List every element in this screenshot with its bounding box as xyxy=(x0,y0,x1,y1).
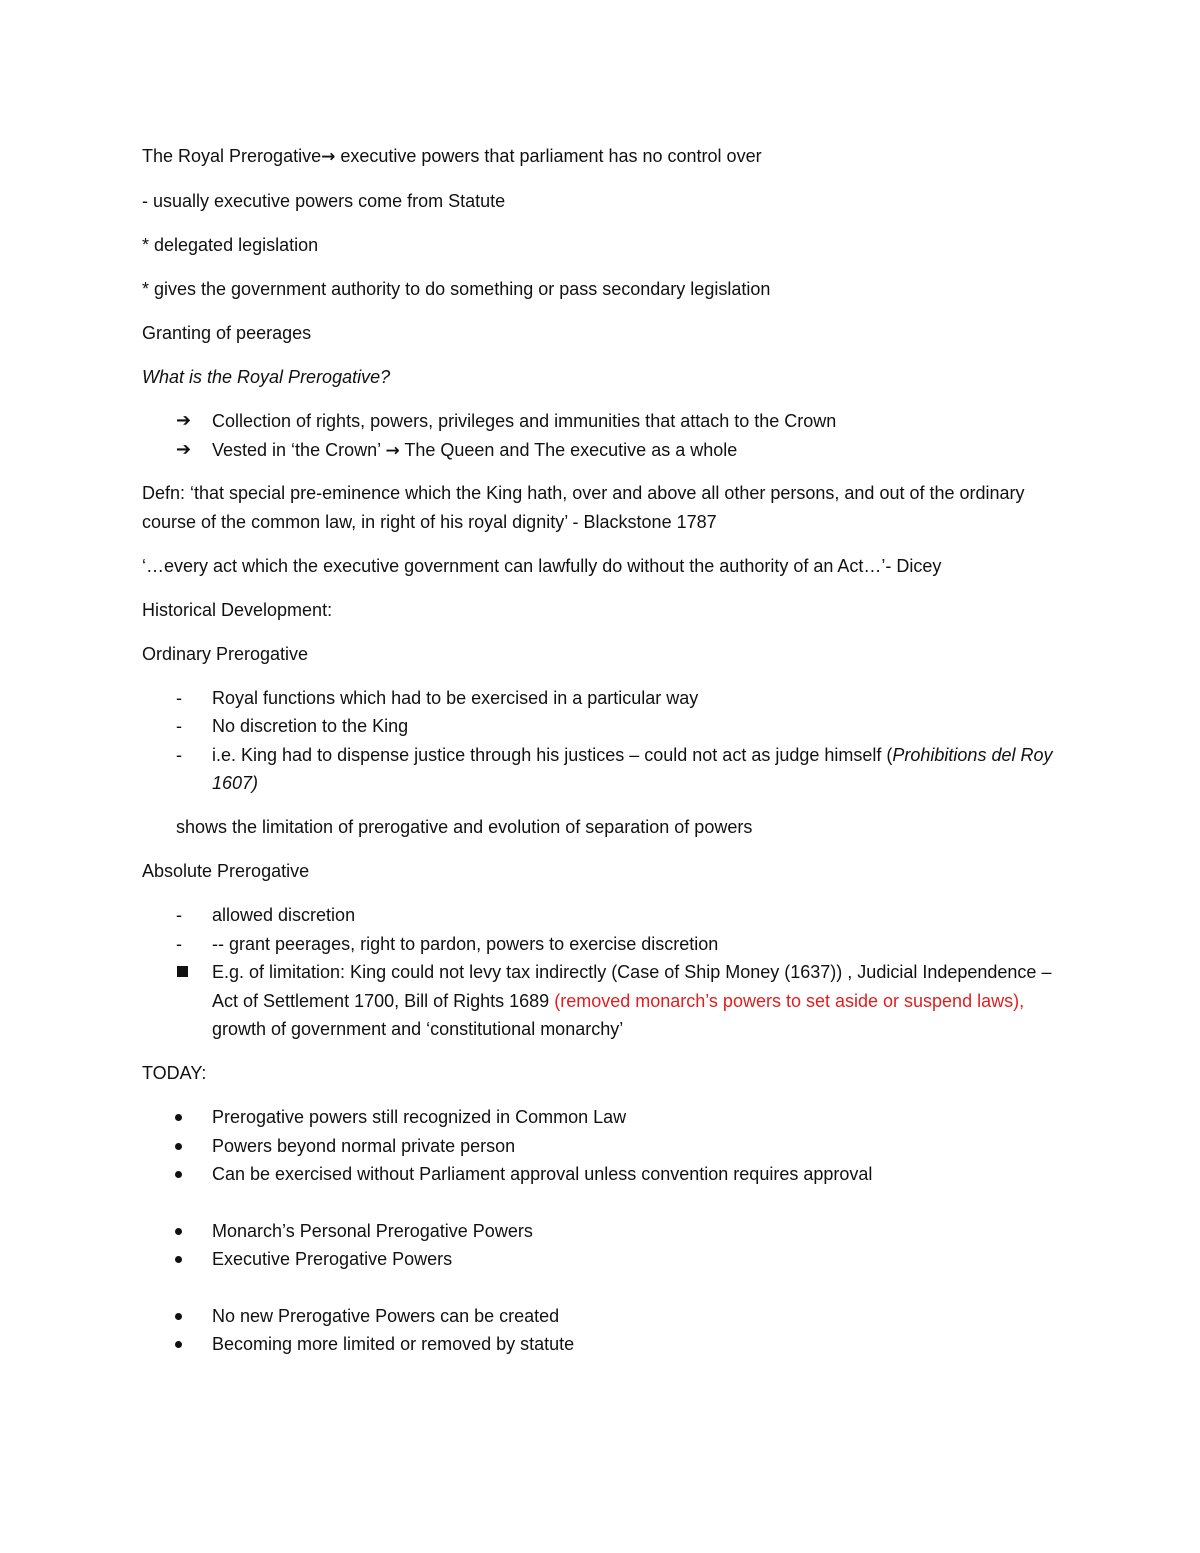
intro-title-line xyxy=(142,142,1062,172)
today-item: Executive Prerogative Powers xyxy=(212,1249,453,1269)
list-item xyxy=(142,1302,1062,1331)
ordinary-item-justice: i.e. King had to dispense justice through his justices – could not act as judge himself ( xyxy=(212,744,893,765)
what-item-vested-a: Vested in ‘the Crown’ xyxy=(212,439,386,460)
bullet-dot-icon xyxy=(175,1114,182,1121)
list-item xyxy=(142,741,1062,798)
intro-line-peerages: Granting of peerages xyxy=(142,323,312,343)
today-list-1 xyxy=(142,1103,1062,1189)
absolute-list xyxy=(142,901,1062,1044)
list-item xyxy=(142,1160,1062,1189)
intro-line-authority: * gives the government authority to do something or pass secondary legislation xyxy=(142,279,771,299)
dash-bullet: - xyxy=(176,687,182,708)
intro-line-delegated: * delegated legislation xyxy=(142,235,319,255)
intro-title: The Royal Prerogative xyxy=(142,146,322,166)
what-heading: What is the Royal Prerogative? xyxy=(142,367,391,387)
list-item xyxy=(142,436,1062,466)
example-limitation-a: E.g. of limitation: King could not levy tax indirectly (Case of Ship Money (1637)) , Judicial Independence – Act of Settlement 1700, Bill of Rights 1689 xyxy=(212,962,1052,1011)
right-arrow-icon: → xyxy=(321,147,336,167)
today-item: Powers beyond normal private person xyxy=(212,1135,516,1156)
intro-line-statute: - usually executive powers come from Statute xyxy=(142,191,506,211)
arrow-bullet-icon: ➔ xyxy=(176,438,192,460)
ordinary-heading: Ordinary Prerogative xyxy=(142,643,309,664)
list-item xyxy=(142,1330,1062,1359)
today-item: Monarch’s Personal Prerogative Powers xyxy=(212,1220,533,1241)
list-item xyxy=(142,684,1062,713)
what-list xyxy=(142,407,1062,465)
list-item xyxy=(142,930,1062,959)
today-item: Prerogative powers still recognized in Common Law xyxy=(212,1107,627,1127)
shows-limitation-note: shows the limitation of prerogative and evolution of separation of powers xyxy=(176,817,753,837)
list-item xyxy=(142,407,1062,436)
today-heading: TODAY: xyxy=(142,1063,207,1083)
historical-heading: Historical Development: xyxy=(142,599,333,620)
example-limitation-red: (removed monarch’s powers to set aside or suspend laws), xyxy=(554,990,1025,1011)
list-item xyxy=(142,1103,1062,1132)
list-item xyxy=(142,1132,1062,1161)
list-item xyxy=(142,712,1062,741)
square-bullet-icon xyxy=(177,966,188,977)
dash-bullet: - xyxy=(176,744,182,765)
arrow-bullet-icon: ➔ xyxy=(176,410,192,431)
ordinary-item: Royal functions which had to be exercised in a particular way xyxy=(212,687,699,708)
bullet-dot-icon xyxy=(175,1313,182,1320)
list-item xyxy=(142,1245,1062,1274)
dash-bullet: - xyxy=(176,716,182,736)
today-list-2 xyxy=(142,1217,1062,1274)
absolute-heading: Absolute Prerogative xyxy=(142,861,310,881)
absolute-item: allowed discretion xyxy=(212,905,356,925)
list-item xyxy=(142,901,1062,930)
case-citation-prohibitions: Prohibitions del Roy 1607) xyxy=(212,744,1053,793)
today-list-3 xyxy=(142,1302,1062,1359)
ordinary-item: No discretion to the King xyxy=(212,716,409,736)
intro-title-rest: executive powers that parliament has no control over xyxy=(335,146,762,166)
what-item-collection: Collection of rights, powers, privileges and immunities that attach to the Crown xyxy=(212,411,837,431)
what-item-vested-b: The Queen and The executive as a whole xyxy=(399,439,738,460)
bullet-dot-icon xyxy=(175,1228,182,1235)
bullet-dot-icon xyxy=(175,1171,182,1178)
absolute-item: -- grant peerages, right to pardon, powers to exercise discretion xyxy=(212,933,719,954)
dash-bullet: - xyxy=(176,933,182,954)
definition-blackstone: Defn: ‘that special pre-eminence which the King hath, over and above all other persons, and out of the ordinary course of the common law, in right of his royal dignity’ - Blackstone 1787 xyxy=(142,483,1025,532)
list-item xyxy=(142,958,1062,1044)
right-arrow-icon: → xyxy=(385,440,400,461)
today-item: Becoming more limited or removed by statute xyxy=(212,1334,575,1354)
today-item: No new Prerogative Powers can be created xyxy=(212,1305,560,1326)
example-limitation-b: growth of government and ‘constitutional monarchy’ xyxy=(212,1019,624,1039)
today-item: Can be exercised without Parliament approval unless convention requires approval xyxy=(212,1164,873,1184)
ordinary-list xyxy=(142,684,1062,798)
bullet-dot-icon xyxy=(175,1143,182,1150)
bullet-dot-icon xyxy=(175,1256,182,1263)
definition-dicey: ‘…every act which the executive government can lawfully do without the authority of an Act…’- Dicey xyxy=(142,555,942,576)
document-page xyxy=(142,142,1062,1374)
bullet-dot-icon xyxy=(175,1341,182,1348)
list-item xyxy=(142,1217,1062,1246)
dash-bullet: - xyxy=(176,905,182,925)
